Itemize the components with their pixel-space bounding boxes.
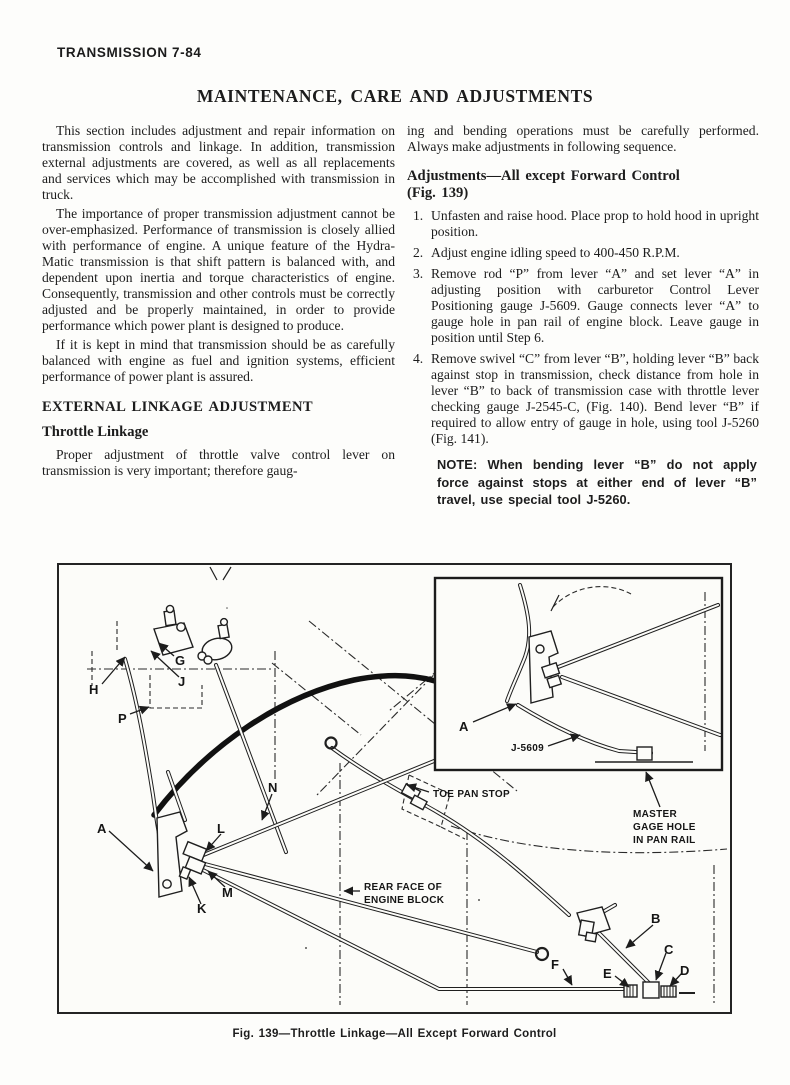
callout-a-main: A: [97, 821, 107, 836]
callout-master-gage-line1: MASTER: [633, 809, 678, 820]
note-bending-lever: NOTE: When bending lever “B” do not apply force against stops at either end of lever “B” travel, use special tool J-5260.: [437, 457, 757, 507]
step-item-2: [407, 245, 759, 261]
callout-l: L: [217, 821, 225, 836]
adjustments-heading-line1: Adjustments—All except Forward Control: [407, 168, 680, 184]
paragraph-continuation: ing and bending operations must be carefully performed. Always make adjustments in following sequence.: [407, 123, 759, 154]
section-heading-external-linkage: EXTERNAL LINKAGE ADJUSTMENT: [42, 399, 314, 415]
figure-drawing: [59, 565, 730, 1012]
callout-e: E: [603, 966, 612, 981]
ball-stud-g: [177, 623, 185, 631]
callout-c: C: [664, 942, 674, 957]
callout-b: B: [651, 911, 661, 926]
step-text: Adjust engine idling speed to 400-450 R.P.M.: [431, 245, 680, 260]
page-title: MAINTENANCE, CARE AND ADJUSTMENTS: [196, 86, 594, 106]
left-column: [42, 123, 395, 482]
callout-a-inset: A: [459, 719, 469, 734]
callout-p: P: [118, 711, 127, 726]
callout-g: G: [175, 653, 186, 668]
callout-f: F: [551, 957, 559, 972]
swivel-c-block: [643, 982, 659, 998]
figure-139-throttle-linkage: [57, 563, 732, 1014]
bellcrank-plate: [154, 623, 193, 655]
right-column: [407, 123, 759, 509]
fitting-d: [661, 986, 676, 997]
callout-j: J: [178, 674, 186, 689]
step-text: Unfasten and raise hood. Place prop to hold hood in upright position.: [431, 208, 759, 239]
callout-m: M: [222, 885, 233, 900]
callout-master-gage-line2: GAGE HOLE: [633, 822, 696, 833]
adjustments-heading-line2: (Fig. 139): [407, 185, 469, 201]
adjustments-heading: [407, 168, 759, 202]
page-header-label: TRANSMISSION 7-84: [57, 45, 202, 60]
adjustment-steps: [407, 208, 759, 447]
step-number: 4.: [413, 351, 424, 366]
figure-caption: Fig. 139—Throttle Linkage—All Except Forward Control: [232, 1028, 557, 1040]
paragraph-throttle: Proper adjustment of throttle valve control lever on transmission is very important; therefore gaug-: [42, 447, 395, 478]
callout-toe-pan-stop: TOE PAN STOP: [433, 789, 510, 800]
accelerator-cable: [154, 676, 435, 815]
step-number: 2.: [413, 245, 424, 260]
callout-d: D: [680, 963, 690, 978]
step-text: Remove rod “P” from lever “A” and set lever “A” in adjusting position with carburetor Control Lever Positioning gauge J-5609. Gauge connects lever “A” to gauge hole in pan rail of engine block. Leave gauge in position until Step 6.: [431, 266, 759, 345]
paragraph-importance: The importance of proper transmission adjustment cannot be over-emphasized. Performance of transmission is closely allied with performance of engine. A unique feature of the Hydra-Matic transmission is that shift pattern is balanced with, and dependent upon inertia and torque characteristics of engine. Consequently, transmission and other controls must be correctly adjusted and be properly maintained, in order to provide performance which power plant is designed to produce.: [42, 206, 395, 333]
step-item-3: [407, 266, 759, 346]
callout-k: K: [197, 901, 207, 916]
step-item-1: [407, 208, 759, 240]
callout-rear-face-line1: REAR FACE OF: [364, 882, 443, 893]
callout-h: H: [89, 682, 99, 697]
step-number: 3.: [413, 266, 424, 281]
step-item-4: [407, 351, 759, 447]
lever-a-bracket: [157, 812, 187, 897]
inset-detail-box: [435, 578, 722, 770]
callout-j5609: J-5609: [511, 743, 544, 754]
paragraph-intro: This section includes adjustment and repair information on transmission controls and linkage. In addition, transmission external adjustments are covered, as well as all replacements and services which may be accomplished with transmission in truck.: [42, 123, 395, 202]
step-number: 1.: [413, 208, 424, 223]
paragraph-balance: If it is kept in mind that transmission should be as carefully balanced with engine as fuel and ignition systems, efficient performance of power plant is assured.: [42, 337, 395, 384]
callout-master-gage-line3: IN PAN RAIL: [633, 835, 696, 846]
step-text: Remove swivel “C” from lever “B”, holding lever “B” back against stop in transmission, check distance from hole in lever “B” to back of transmission case with throttle lever checking gauge J-2545-C, (Fig. 140). Bend lever “B” if required to allow entry of gauge in hole, using tool J-5260 (Fig. 141).: [431, 351, 759, 446]
subsection-heading-throttle-linkage: Throttle Linkage: [42, 424, 149, 440]
callout-n: N: [268, 780, 278, 795]
callout-rear-face-line2: ENGINE BLOCK: [364, 895, 445, 906]
master-gage-hole-block: [637, 747, 652, 760]
rod-loop-end: [536, 948, 548, 960]
